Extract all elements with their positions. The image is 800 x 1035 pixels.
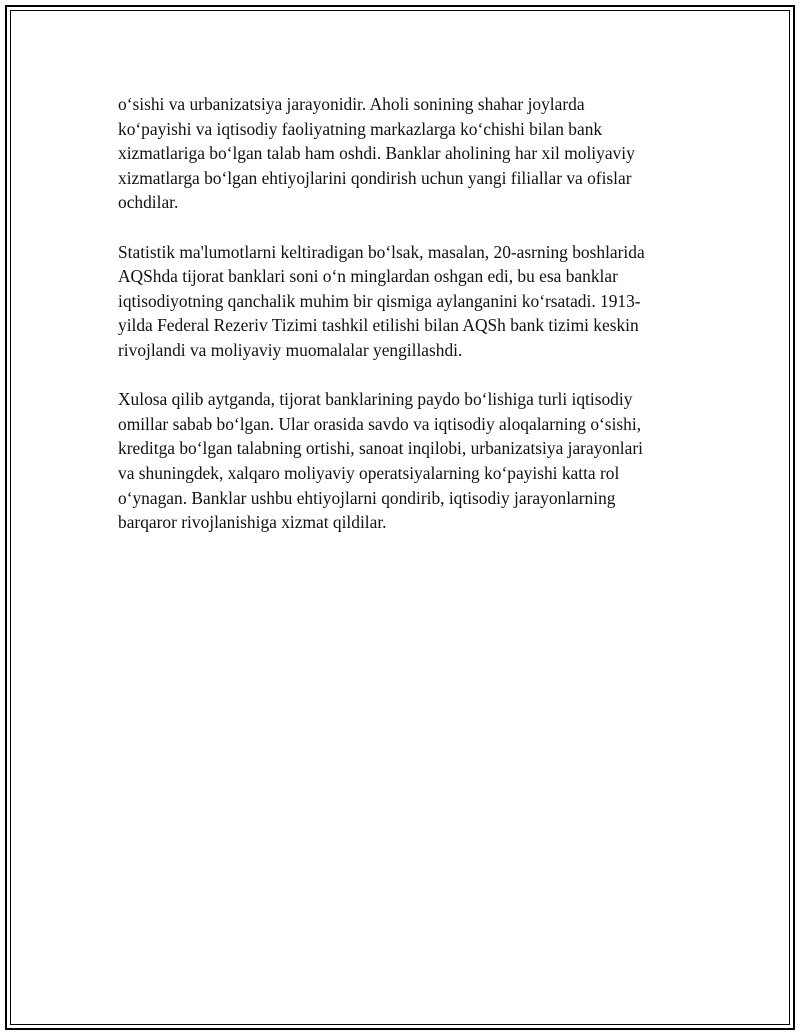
paragraph-urbanization — [118, 92, 698, 215]
text-line: yilda Federal Rezeriv Tizimi tashkil etilishi bilan AQSh bank tizimi keskin — [118, 315, 639, 336]
paragraph-statistics — [118, 240, 698, 363]
text-line: barqaror rivojlanishiga xizmat qildilar. — [118, 512, 387, 533]
text-line: AQShda tijorat banklari soni oʻn minglardan oshgan edi, bu esa banklar — [118, 266, 618, 287]
text-line: xizmatlariga boʻlgan talab ham oshdi. Banklar aholining har xil moliyaviy — [118, 143, 635, 164]
text-line: Statistik ma'lumotlarni keltiradigan boʻlsak, masalan, 20-asrning boshlarida — [118, 241, 645, 262]
text-line: rivojlandi va moliyaviy muomalalar yengillashdi. — [118, 339, 463, 360]
text-line: oʻynagan. Banklar ushbu ehtiyojlarni qondirib, iqtisodiy jarayonlarning — [118, 487, 616, 508]
text-line: koʻpayishi va iqtisodiy faoliyatning markazlarga koʻchishi bilan bank — [118, 118, 603, 139]
text-line: xizmatlarga boʻlgan ehtiyojlarini qondirish uchun yangi filiallar va ofislar — [118, 167, 632, 188]
text-line: kreditga boʻlgan talabning ortishi, sanoat inqilobi, urbanizatsiya jarayonlari — [118, 438, 643, 459]
text-line: ochdilar. — [118, 192, 179, 213]
text-line: Xulosa qilib aytganda, tijorat banklarining paydo boʻlishiga turli iqtisodiy — [118, 389, 633, 410]
document-body — [118, 92, 698, 559]
text-line: va shuningdek, xalqaro moliyaviy operatsiyalarning koʻpayishi katta rol — [118, 462, 620, 483]
paragraph-conclusion — [118, 387, 698, 535]
text-line: oʻsishi va urbanizatsiya jarayonidir. Aholi sonining shahar joylarda — [118, 94, 585, 114]
text-line: omillar sabab boʻlgan. Ular orasida savdo va iqtisodiy aloqalarning oʻsishi, — [118, 413, 642, 434]
text-line: iqtisodiyotning qanchalik muhim bir qismiga aylanganini koʻrsatadi. 1913- — [118, 290, 641, 311]
